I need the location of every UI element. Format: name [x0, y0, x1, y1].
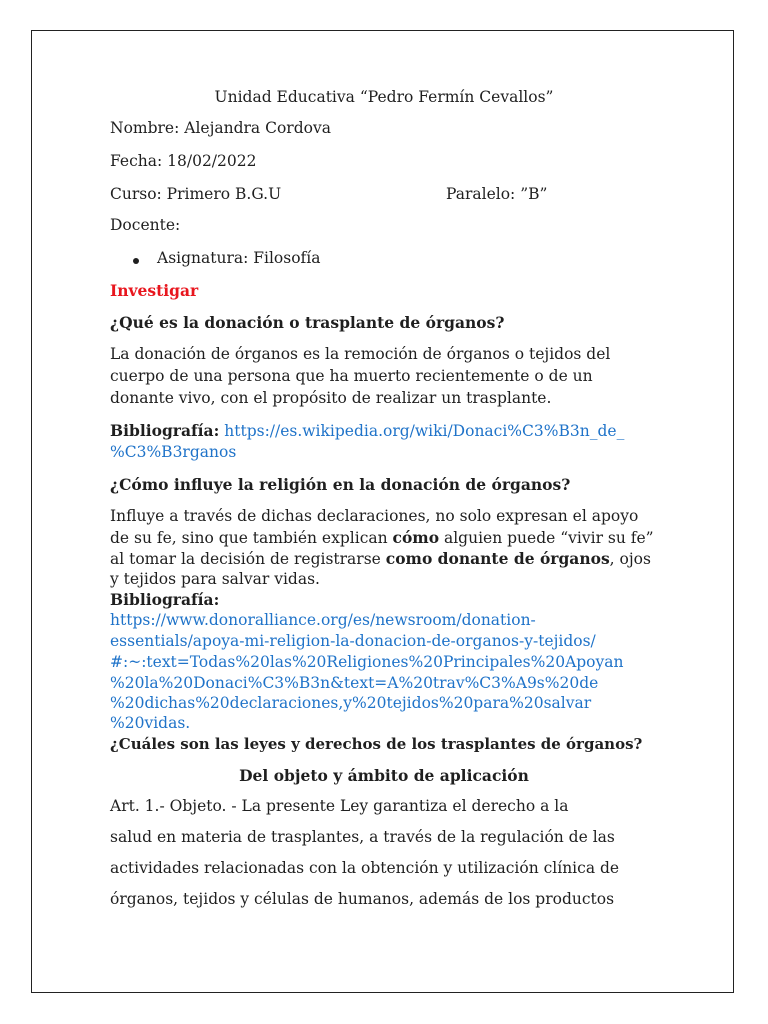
answer-2-line: y tejidos para salvar vidas. — [110, 570, 320, 588]
parallel-line: Paralelo: ”B” — [446, 185, 548, 203]
bibliography-link[interactable]: %C3%B3rganos — [110, 443, 237, 461]
law-subtitle: Del objeto y ámbito de aplicación — [239, 766, 529, 785]
section-label: Investigar — [110, 281, 199, 300]
question-2: ¿Cómo influye la religión en la donación de órganos? — [110, 475, 571, 494]
bibliography-link[interactable]: %20dichas%20declaraciones,y%20tejidos%20para%20salvar — [110, 694, 592, 712]
answer-2-line: Influye a través de dichas declaraciones, no solo expresan el apoyo — [110, 507, 639, 525]
law-text-line: Art. 1.- Objeto. - La presente Ley garantiza el derecho a la — [110, 797, 569, 815]
bullet-icon — [133, 258, 139, 264]
law-text-line: salud en materia de trasplantes, a través de la regulación de las — [110, 828, 615, 846]
answer-2-line — [110, 528, 654, 547]
answer-2-bold: como donante de órganos — [385, 549, 610, 568]
bibliography-link[interactable]: #:~:text=Todas%20las%20Religiones%20Principales%20Apoyan — [110, 653, 624, 671]
question-1: ¿Qué es la donación o trasplante de órganos? — [110, 313, 505, 332]
bibliography-link[interactable]: https://es.wikipedia.org/wiki/Donaci%C3%B3n_de_ — [224, 422, 625, 440]
answer-1-line: donante vivo, con el propósito de realizar un trasplante. — [110, 389, 552, 407]
law-text-line: actividades relacionadas con la obtención y utilización clínica de — [110, 859, 620, 877]
school-title: Unidad Educativa “Pedro Fermín Cevallos” — [214, 88, 554, 106]
answer-2-text: , ojos — [609, 550, 651, 568]
subject-line: Asignatura: Filosofía — [157, 249, 321, 267]
bibliography-label: Bibliografía: — [110, 421, 220, 440]
bibliography-link[interactable]: https://www.donoralliance.org/es/newsroom/donation- — [110, 611, 536, 629]
answer-2-text: alguien puede “vivir su fe” — [439, 529, 654, 547]
teacher-line: Docente: — [110, 216, 181, 234]
date-line: Fecha: 18/02/2022 — [110, 152, 257, 170]
bibliography-link[interactable]: %20vidas. — [110, 714, 191, 732]
answer-2-text: al tomar la decisión de registrarse — [110, 550, 386, 568]
answer-2-text: de su fe, sino que también explican — [110, 529, 393, 547]
student-name: Nombre: Alejandra Cordova — [110, 119, 331, 137]
bibliography-label: Bibliografía: — [110, 590, 220, 609]
answer-1-line: cuerpo de una persona que ha muerto recientemente o de un — [110, 367, 593, 385]
answer-2-line — [110, 549, 651, 568]
bibliography-link[interactable]: %20la%20Donaci%C3%B3n&text=A%20trav%C3%A9s%20de — [110, 674, 599, 692]
question-3: ¿Cuáles son las leyes y derechos de los trasplantes de órganos? — [110, 735, 643, 753]
bibliography-line — [110, 421, 624, 440]
answer-1-line: La donación de órganos es la remoción de órganos o tejidos del — [110, 345, 611, 363]
bibliography-link[interactable]: essentials/apoya-mi-religion-la-donacion-de-organos-y-tejidos/ — [110, 632, 596, 650]
answer-2-bold: cómo — [392, 528, 440, 547]
law-text-line: órganos, tejidos y células de humanos, además de los productos — [110, 890, 615, 908]
course-line: Curso: Primero B.G.U — [110, 185, 282, 203]
